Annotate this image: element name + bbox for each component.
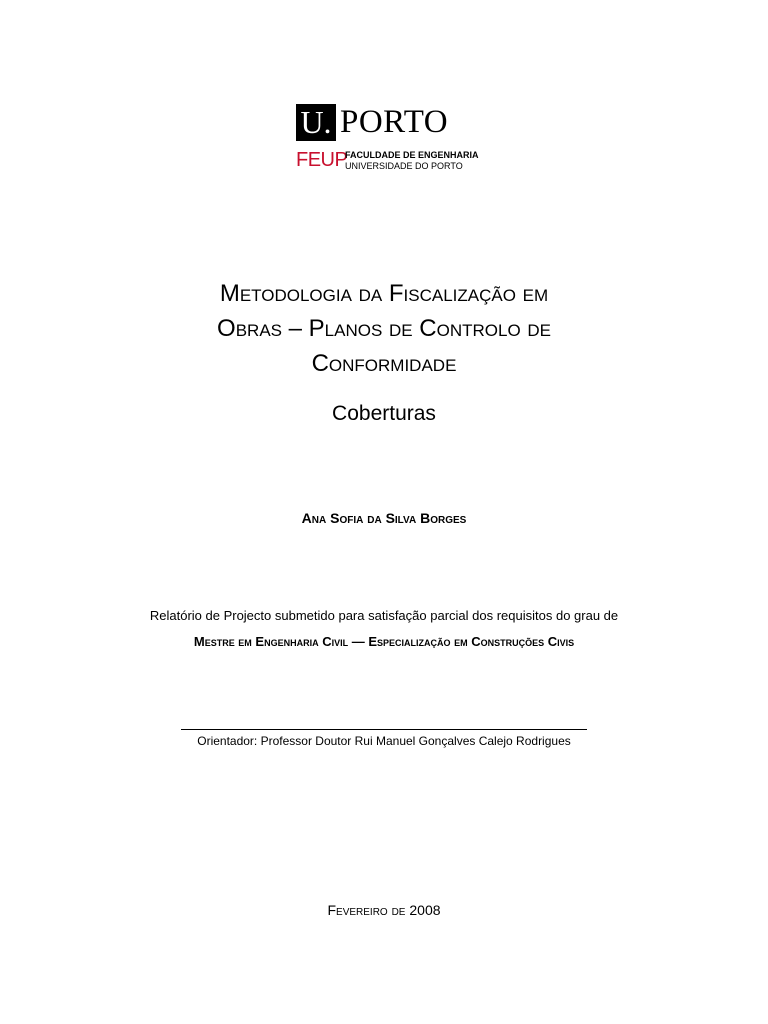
author-name: Ana Sofia da Silva Borges — [301, 510, 467, 526]
degree-name: Mestre em Engenharia Civil — Especialização em Construções Civis — [193, 634, 575, 649]
title-line-3: Conformidade — [311, 350, 457, 377]
report-statement: Relatório de Projecto submetido para satisfação parcial dos requisitos do grau de — [149, 608, 619, 623]
logo-acronym: FEUP — [296, 149, 348, 171]
document-subtitle: Coberturas — [332, 402, 436, 425]
logo-university: UNIVERSIDADE DO PORTO — [345, 161, 463, 171]
title-line-2: Obras – Planos de Controlo de — [217, 315, 551, 342]
university-logo — [296, 104, 479, 174]
logo-faculty: FACULDADE DE ENGENHARIA — [345, 150, 479, 160]
divider-line — [181, 729, 587, 730]
document-title — [84, 276, 684, 381]
logo-mark: U. — [296, 104, 336, 141]
title-line-1: Metodologia da Fiscalização em — [219, 280, 549, 307]
logo-name: PORTO — [340, 104, 449, 140]
advisor-name: Orientador: Professor Doutor Rui Manuel Gonçalves Calejo Rodrigues — [197, 734, 571, 748]
publication-date: Fevereiro de 2008 — [327, 902, 441, 918]
